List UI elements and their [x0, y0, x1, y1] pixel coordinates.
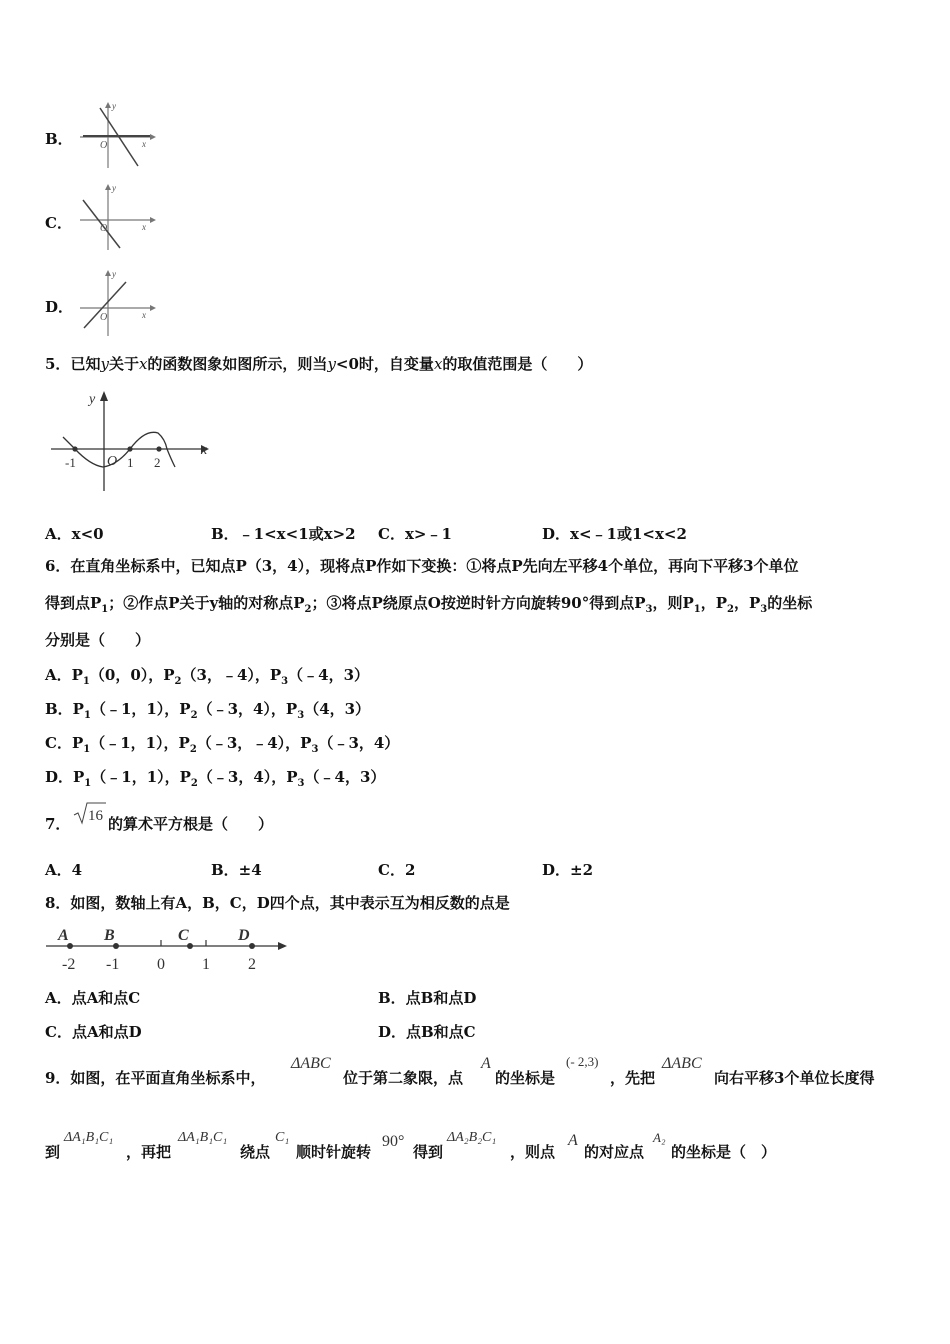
- q6-option-d: D．$P_1(﹣1$，1），$P_2(﹣3$，4），$P_3(﹣4$，3）: [45, 768, 386, 789]
- q7-option-c: C．2: [378, 861, 416, 879]
- q5-option-a: A．x<0: [45, 525, 104, 543]
- q4-d-origin: O: [100, 312, 108, 323]
- q5-graph-tick-1: 1: [127, 455, 134, 470]
- q9-text-9: 顺时针旋转: [296, 1143, 372, 1161]
- q4-option-b-label: B．: [45, 130, 73, 148]
- q4-c-origin: O: [100, 223, 108, 234]
- q7-radicand: 16: [88, 808, 103, 824]
- q9-triangle-a1b1c1: ΔA₁B₁C₁: [64, 1130, 114, 1145]
- q5-graph-tick-2: 2: [154, 455, 161, 470]
- q8-point-c: C: [178, 927, 189, 944]
- q9-triangle-abc-2: ΔABC: [662, 1055, 702, 1072]
- q5-stem: 5．已知y关于x的函数图象如图所示，则当y<0时，自变量x的取值范围是（ ）: [45, 355, 593, 373]
- q4-d-axis-y: y: [112, 269, 116, 279]
- q7-option-a: A．4: [45, 861, 83, 879]
- q4-option-d-graph: [78, 268, 158, 340]
- q7-option-d: D．±2: [542, 861, 594, 879]
- q9-text-2: 位于第二象限，点: [343, 1069, 464, 1087]
- q9-text-7: ，再把: [126, 1143, 172, 1161]
- q6-stem-line1: 6．在直角坐标系中，已知点P（3，4），现将点P作如下变换：①将点P先向左平移4个单位，再向下平移3个单位: [45, 557, 799, 575]
- q5-graph-tick-neg1: -1: [65, 455, 76, 470]
- q5-option-b: B．﹣1<x<1或x>2: [211, 525, 356, 543]
- q5-graph-y-label: y: [89, 392, 96, 407]
- q9-point-a2: A₂: [653, 1130, 666, 1145]
- q9-text-3: 的坐标是: [495, 1069, 556, 1087]
- q5-function-graph: [45, 385, 220, 495]
- q8-tick-1: 1: [202, 956, 210, 973]
- q9-coordinate: (- 2,3): [566, 1054, 599, 1069]
- q9-point-c1: C₁: [275, 1130, 290, 1145]
- q6-stem-line2: 得到点$P_1$；②作点P关于y轴的对称点$P_2$；③将点P绕原点O按逆时针方向旋转90°得到点$P_3$，则$P_1$，$P_2$，$P_3$的坐标: [45, 594, 813, 615]
- q6-stem-line3: 分别是（ ）: [45, 631, 151, 649]
- q9-triangle-a1b1c1-2: ΔA₁B₁C₁: [178, 1130, 228, 1145]
- q4-b-axis-y: y: [112, 101, 116, 111]
- q7-stem: 的算术平方根是（ ）: [108, 815, 274, 833]
- q4-b-origin: O: [100, 140, 108, 151]
- q8-tick-neg1: -1: [106, 956, 120, 973]
- q9-point-a-2: A: [568, 1132, 578, 1149]
- q4-option-b-graph: [78, 100, 158, 172]
- q8-point-b: B: [104, 927, 115, 944]
- q6-option-c: C．$P_1(﹣1$，1），$P_2(﹣3$，﹣4），$P_3(﹣3$，4）: [45, 734, 400, 755]
- q9-triangle-abc: ΔABC: [291, 1055, 331, 1072]
- q9-text-8: 绕点: [240, 1143, 271, 1161]
- q9-text-1: 9．如图，在平面直角坐标系中，: [45, 1069, 266, 1087]
- q9-triangle-a2b2c1: ΔA₂B₂C₁: [447, 1130, 497, 1145]
- q5-graph-origin: O: [107, 454, 118, 469]
- q5-option-c: C．x>﹣1: [378, 525, 452, 543]
- q4-d-axis-x: x: [142, 310, 146, 320]
- q6-option-b: B．$P_1(﹣1$，1），$P_2(﹣3$，4），$P_3(4$，3）: [45, 700, 371, 721]
- q8-point-d: D: [238, 927, 250, 944]
- q8-option-c: C．点A和点D: [45, 1023, 142, 1041]
- q8-option-a: A．点A和点C: [45, 989, 141, 1007]
- q7-number: 7．: [45, 815, 71, 833]
- q9-text-10: 得到: [413, 1143, 444, 1161]
- q6-option-a: A．$P_1(0$，0），$P_2(3$，﹣4），$P_3(﹣4$，3）: [45, 666, 370, 687]
- q9-text-12: 的对应点: [584, 1143, 645, 1161]
- q4-option-d-label: D．: [45, 298, 74, 316]
- q8-option-b: B．点B和点D: [378, 989, 477, 1007]
- q8-tick-2: 2: [248, 956, 256, 973]
- q4-c-axis-y: y: [112, 183, 116, 193]
- q5-graph-x-label: x: [201, 443, 208, 458]
- q8-number-line: [40, 920, 290, 976]
- q8-option-d: D．点B和点C: [378, 1023, 476, 1041]
- q7-option-b: B．±4: [211, 861, 262, 879]
- q4-b-axis-x: x: [142, 139, 146, 149]
- q9-text-4: ，先把: [610, 1069, 656, 1087]
- q9-angle: 90°: [382, 1133, 405, 1150]
- q9-text-5: 向右平移3个单位长度得: [714, 1069, 875, 1087]
- q9-point-a: A: [481, 1055, 491, 1072]
- q5-option-d: D．x<﹣1或1<x<2: [542, 525, 687, 543]
- q7-sqrt-symbol: [72, 800, 108, 826]
- q4-c-axis-x: x: [142, 222, 146, 232]
- q4-option-c-graph: [78, 182, 158, 254]
- q9-text-11: ，则点: [510, 1143, 556, 1161]
- q8-tick-neg2: -2: [62, 956, 76, 973]
- q8-point-a: A: [58, 927, 69, 944]
- q8-stem: 8．如图，数轴上有A，B，C，D四个点，其中表示互为相反数的点是: [45, 894, 510, 912]
- q8-tick-0: 0: [157, 956, 165, 973]
- q4-option-c-label: C．: [45, 214, 72, 232]
- q9-text-13: 的坐标是（ ）: [671, 1143, 777, 1161]
- q9-text-6: 到: [45, 1143, 61, 1161]
